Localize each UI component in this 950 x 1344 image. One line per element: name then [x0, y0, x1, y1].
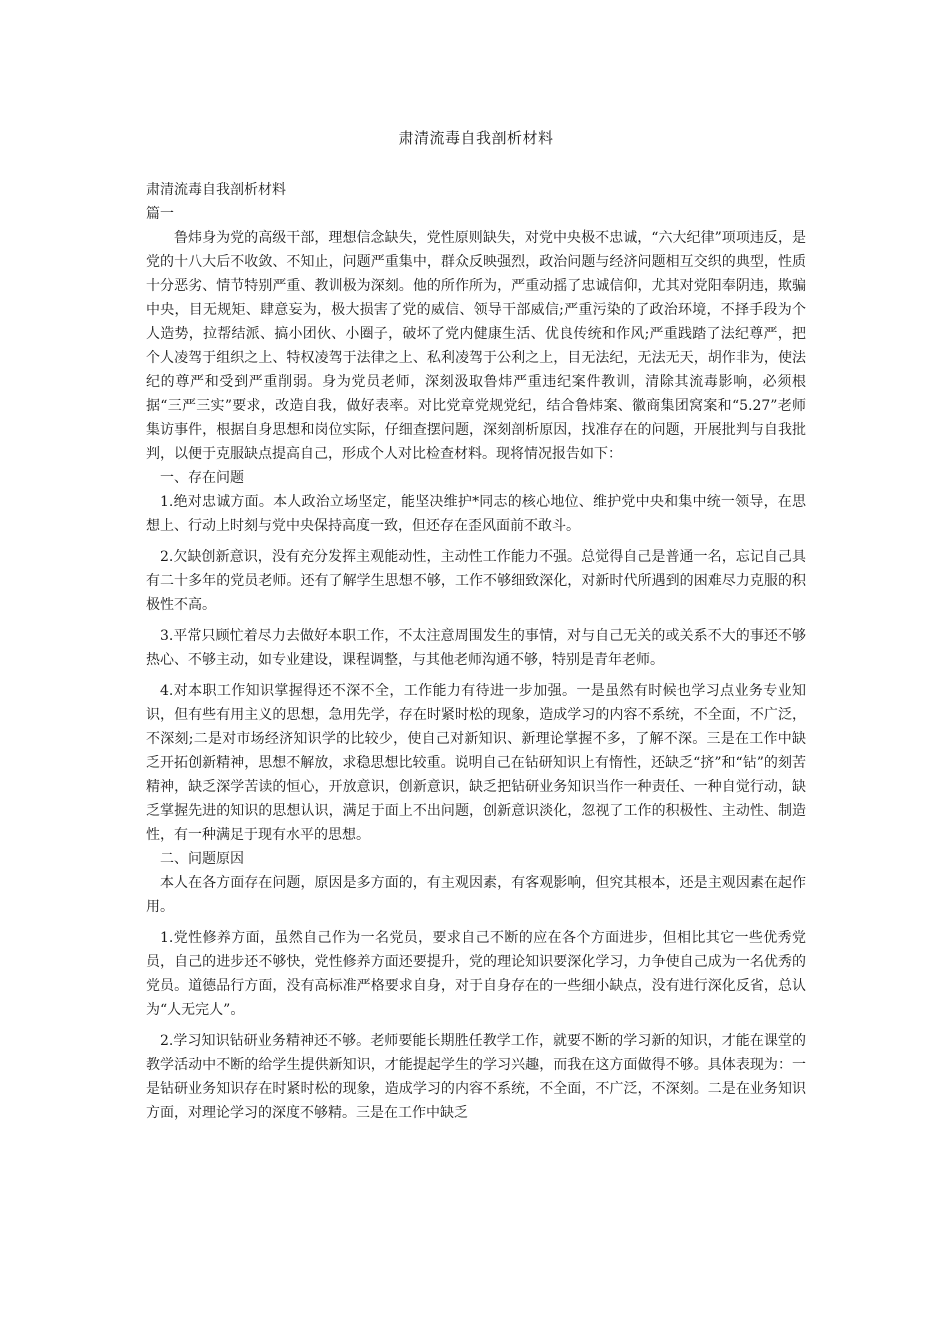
document-title: 肃清流毒自我剖析材料: [398, 129, 554, 147]
problem-item: 2.欠缺创新意识，没有充分发挥主观能动性，主动性工作能力不强。总觉得自己是普通一名，忘记自己具有二十多年的党员老师。还有了解学生思想不够，工作不够细致深化，对新时代所遇到的困难尽力克服的积极性不高。: [146, 549, 806, 613]
heading-causes: 二、问题原因: [160, 851, 244, 867]
cause-intro-paragraph: 本人在各方面存在问题，原因是多方面的，有主观因素，有客观影响，但究其根本，还是主观因素在起作用。: [146, 875, 806, 915]
intro-paragraph: 鲁炜身为党的高级干部，理想信念缺失，党性原则缺失，对党中央极不忠诚，“六大纪律”项项违反，是党的十八大后不收敛、不知止，问题严重集中，群众反映强烈，政治问题与经济问题相互交织的典型，性质十分恶劣、情节特别严重、教训极为深刻。他的所作所为，严重动摇了忠诚信仰，尤其对党阳奉阴违，欺骗中央，目无规矩、肆意妄为，极大损害了党的威信、领导干部威信;严重污染的了政治环境，不择手段为个人造势，拉帮结派、搞小团伙、小圈子，破坏了党内健康生活、优良传统和作风;严重践踏了法纪尊严，把个人凌驾于组织之上、特权凌驾于法律之上、私利凌驾于公利之上，目无法纪，无法无天，胡作非为，使法纪的尊严和受到严重削弱。身为党员老师，深刻汲取鲁炜严重违纪案件教训，清除其流毒影响，必须根据“三严三实”要求，改造自我，做好表率。对比党章党规党纪，结合鲁炜案、徽商集团窝案和“5.27”老师集访事件，根据自身思想和岗位实际，仔细查摆问题，深刻剖析原因，找准存在的问题，开展批判与自我批判，以便于克服缺点提高自己，形成个人对比检查材料。现将情况报告如下：: [146, 230, 806, 462]
section-label: 篇一: [146, 206, 174, 222]
cause-item: 2.学习知识钻研业务精神还不够。老师要能长期胜任教学工作，就要不断的学习新的知识，才能在课堂的教学活动中不断的给学生提供新知识，才能提起学生的学习兴趣，而我在这方面做得不够。具体表现为：一是钻研业务知识存在时紧时松的现象，造成学习的内容不系统，不全面，不广泛，不深刻。二是在业务知识方面，对理论学习的深度不够精。三是在工作中缺乏: [146, 1033, 806, 1121]
document-subtitle: 肃清流毒自我剖析材料: [146, 182, 286, 198]
problem-item: 4.对本职工作知识掌握得还不深不全，工作能力有待进一步加强。一是虽然有时候也学习点业务专业知识，但有些有用主义的思想，急用先学，存在时紧时松的现象，造成学习的内容不系统，不全面，不广泛，不深刻;二是对市场经济知识学的比较少，使自己对新知识、新理论掌握不多，了解不深。三是在工作中缺乏开拓创新精神，思想不解放，求稳思想比较重。说明自己在钻研知识上有惰性，还缺乏“挤”和“钻”的刻苦精神，缺乏深学苦读的恒心，开放意识，创新意识，缺乏把钻研业务知识当作一种责任、一种自觉行动，缺乏掌握先进的知识的思想认识，满足于面上不出问题，创新意识淡化，忽视了工作的积极性、主动性、制造性，有一种满足于现有水平的思想。: [146, 683, 806, 843]
heading-problems: 一、存在问题: [160, 470, 244, 486]
cause-item: 1.党性修养方面，虽然自己作为一名党员，要求自己不断的应在各个方面进步，但相比其它一些优秀党员，自己的进步还不够快，党性修养方面还要提升，党的理论知识要深化学习，力争使自己成为一名优秀的党员。道德品行方面，没有高标准严格要求自身，对于自身存在的一些细小缺点，没有进行深化反省，总认为“人无完人”。: [146, 930, 806, 1018]
problem-item: 1.绝对忠诚方面。本人政治立场坚定，能坚决维护*同志的核心地位、维护党中央和集中统一领导，在思想上、行动上时刻与党中央保持高度一致，但还存在歪风面前不敢斗。: [146, 494, 806, 534]
document-body: [146, 178, 806, 1125]
problem-item: 3.平常只顾忙着尽力去做好本职工作，不太注意周围发生的事情，对与自己无关的或关系不大的事还不够热心、不够主动，如专业建设，课程调整，与其他老师沟通不够，特别是青年老师。: [146, 628, 806, 668]
